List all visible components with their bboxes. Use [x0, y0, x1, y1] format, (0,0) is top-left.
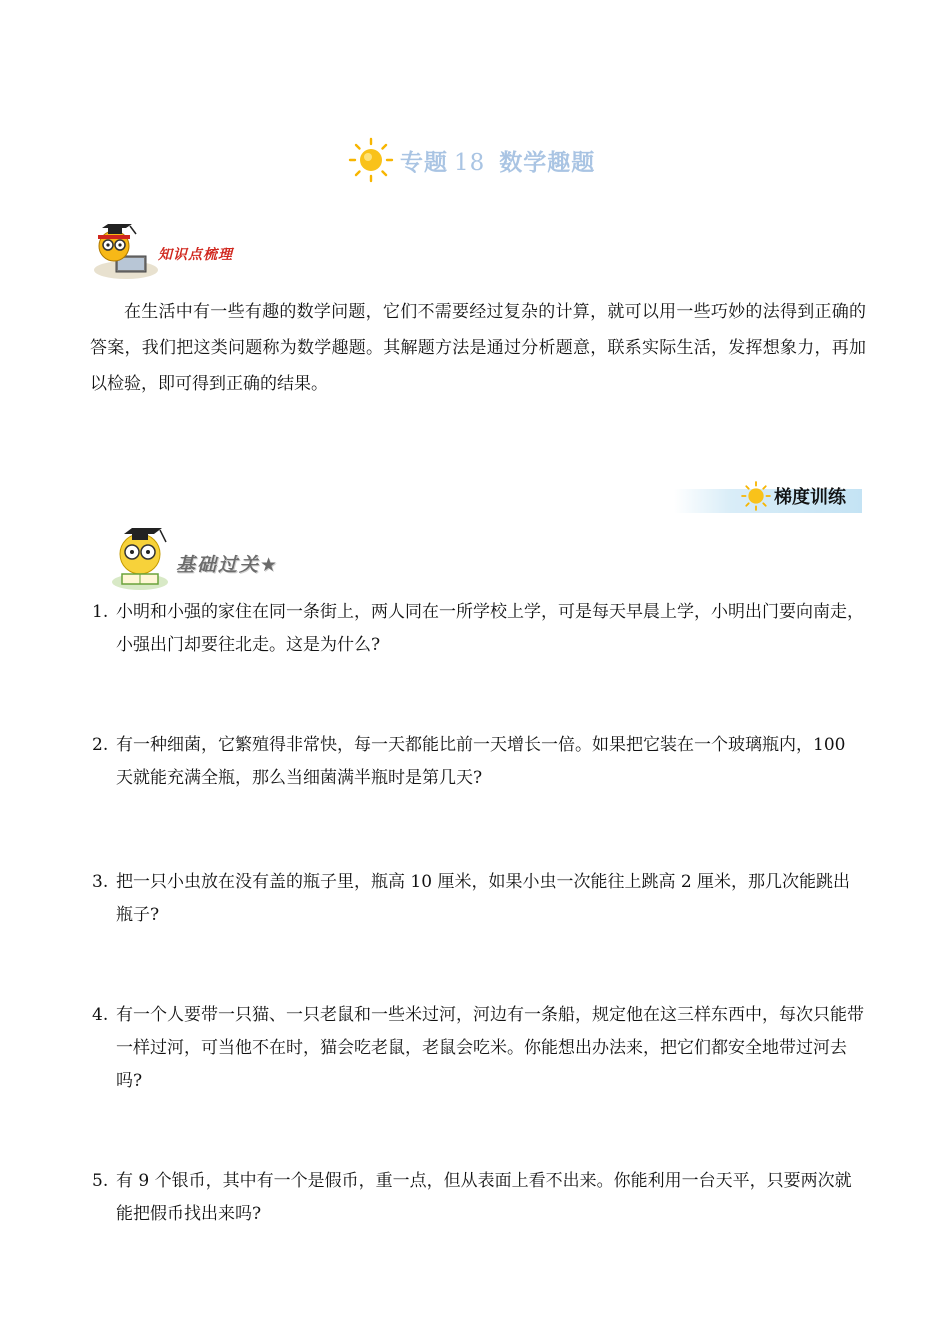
star-icon: ★ — [260, 554, 280, 576]
knowledge-badge — [92, 218, 262, 284]
question-number: 4. — [92, 1005, 109, 1025]
question-text: 小明和小强的家住在同一条街上，两人同在一所学校上学，可是每天早晨上学，小明出门要向南走，小强出门却要往北走。这是为什么? — [116, 602, 864, 655]
topic-number: 18 — [454, 149, 486, 176]
basics-title: 基础过关 — [176, 554, 261, 576]
question-number: 1. — [92, 602, 109, 622]
question-text: 有一个人要带一只猫、一只老鼠和一些米过河，河边有一条船，规定他在这三样东西中，每次只能带一样过河，可当他不在时，猫会吃老鼠，老鼠会吃米。你能想出办法来，把它们都安全地带过河去吗? — [116, 1005, 864, 1091]
question-item — [92, 596, 864, 662]
sun-icon — [740, 480, 772, 512]
page-title — [348, 138, 595, 182]
sun-icon — [348, 137, 394, 183]
basics-badge — [110, 520, 320, 594]
student-reading-icon — [110, 520, 180, 594]
student-laptop-icon — [92, 218, 162, 284]
training-label: 梯度训练 — [774, 487, 846, 508]
basics-label — [176, 550, 279, 577]
question-number: 5. — [92, 1171, 109, 1191]
question-text: 有一种细菌，它繁殖得非常快，每一天都能比前一天增长一倍。如果把它装在一个玻璃瓶内，100 天就能充满全瓶，那么当细菌满半瓶时是第几天? — [116, 735, 846, 788]
question-number: 3. — [92, 872, 109, 892]
topic-label: 专题 — [400, 148, 448, 176]
question-item — [92, 729, 864, 795]
question-number: 2. — [92, 735, 109, 755]
knowledge-label: 知识点梳理 — [158, 247, 233, 263]
question-text: 有 9 个银币，其中有一个是假币，重一点，但从表面上看不出来。你能利用一台天平，只要两次就能把假币找出来吗? — [116, 1171, 852, 1224]
intro-paragraph: 在生活中有一些有趣的数学问题，它们不需要经过复杂的计算，就可以用一些巧妙的法得到正确的答案，我们把这类问题称为数学趣题。其解题方法是通过分析题意，联系实际生活，发挥想象力，再加以检验，即可得到正确的结果。 — [90, 302, 866, 394]
question-item — [92, 1165, 864, 1231]
question-item — [92, 866, 864, 932]
question-text: 把一只小虫放在没有盖的瓶子里，瓶高 10 厘米，如果小虫一次能往上跳高 2 厘米，那几次能跳出瓶子? — [116, 872, 851, 925]
question-item — [92, 999, 864, 1098]
training-banner — [740, 480, 846, 512]
topic-title: 数学趣题 — [499, 148, 596, 176]
